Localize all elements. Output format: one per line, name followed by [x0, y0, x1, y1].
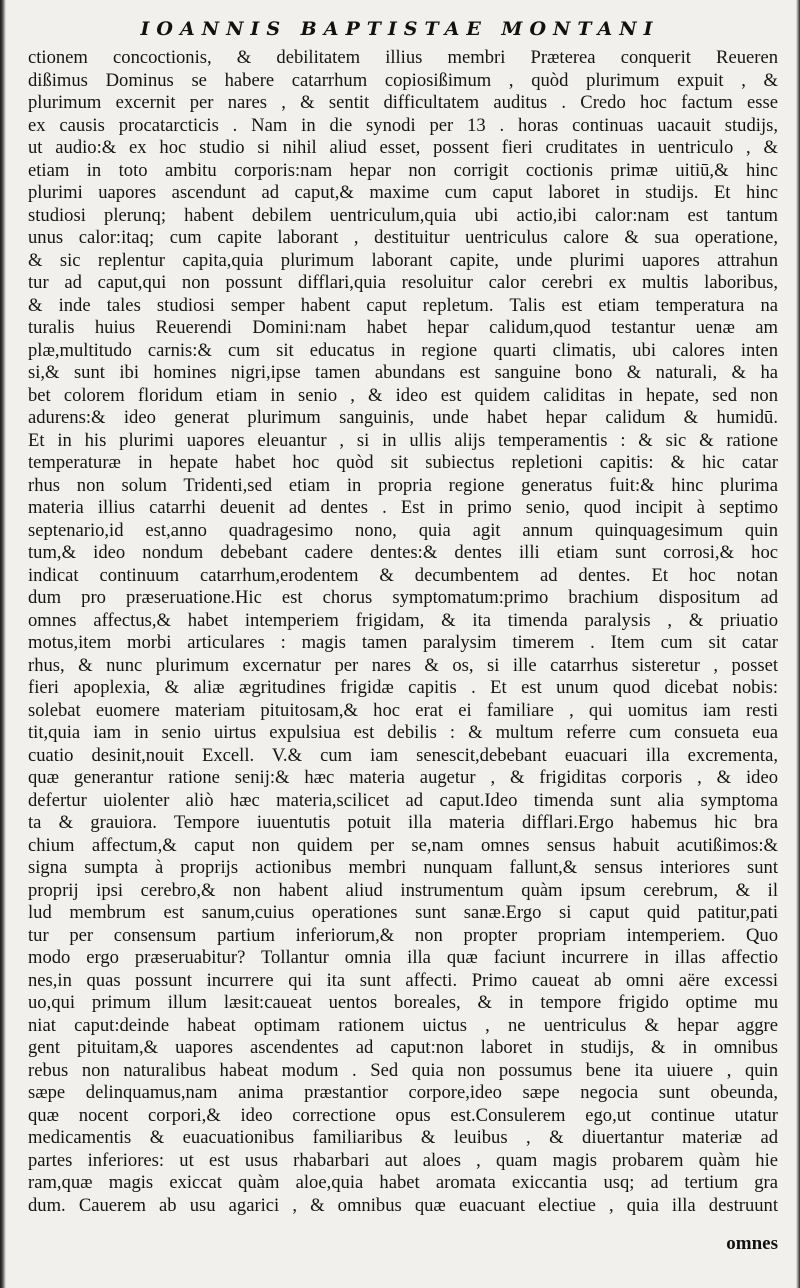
text-line: adurens:& ideo generat plurimum sanguinis, unde habet hepar calidum & humidū. — [28, 407, 778, 428]
text-line: temperaturæ in hepate habet hoc quòd sit subiectus repletioni capitis: & hic catar — [28, 452, 778, 473]
text-line: sæpe delinquamus,nam anima præstantior corpore,ideo sæpe negocia sunt obeunda, — [28, 1082, 778, 1103]
text-line: dum. Cauerem ab usu agarici , & omnibus quæ euacuant electiue , quia illa destruunt — [28, 1194, 778, 1216]
text-line: tur per consensum partium inferiorum,& non propter propriam intemperiem. Quo — [28, 924, 778, 946]
text-line: tur ad caput,qui non possunt difflari,quia resoluitur calor cerebri ex multis laboribus, — [28, 272, 778, 293]
running-head: IOANNIS BAPTISTAE MONTANI — [140, 18, 660, 40]
text-line: unus calor:itaq; cum capite laborant , destituitur uentriculus calore & sua operatione, — [28, 227, 778, 248]
text-line: indicat continuum catarrhum,erodentem & decumbentem ad dentes. Et hoc notan — [28, 564, 778, 586]
text-line: medicamentis & euacuationibus familiaribus & leuibus , & diuertantur materiæ ad — [28, 1127, 778, 1148]
text-line: modo ergo præseruabitur? Tollantur omnia illa quæ faciunt incurrere in illas affectio — [28, 947, 778, 968]
text-line: rhus non solum Tridenti,sed etiam in propria regione generatus fuit:& hinc plurima — [28, 474, 778, 496]
text-line: tum,& ideo nondum debebant cadere dentes:& dentes illi etiam sunt corrosi,& hoc — [28, 542, 778, 563]
text-line: solebat euomere materiam pituitosam,& hoc erat ei familiare , qui uomitus iam resti — [28, 699, 778, 721]
text-line: ctionem concoctionis, & debilitatem illius membri Præterea conquerit Reueren — [28, 47, 778, 68]
text-line: partes inferiores: ut est usus rhabarbari aut aloes , quam magis probarem quàm hie — [28, 1149, 778, 1171]
text-line: plurimum excernit per nares , & sentit difficultatem auditus . Credo hoc factum esse — [28, 92, 778, 113]
text-line: plurimi uapores ascendunt ad caput,& maxime cum caput laboret in studijs. Et hinc — [28, 182, 778, 203]
text-line: etiam in toto ambitu corporis:nam hepar non corrigit coctionis primæ uitiū,& hinc — [28, 159, 778, 181]
text-line: uo,qui primum illum læsit:caueat uentos boreales, & in tempore frigido optime mu — [28, 992, 778, 1013]
text-line: septenario,id est,anno quadragesimo nono, quia agit annum quinquagesimum quin — [28, 519, 778, 541]
text-line: Et in his plurimi uapores eleuantur , si in ullis alijs temperamentis : & sic & ratione — [28, 429, 778, 451]
text-line: gent pituitam,& uapores ascendentes ad caput:non laboret in studijs, & in omnibus — [28, 1037, 778, 1058]
text-line: chium affectum,& caput non quidem per se,nam omnes sensus habuit acutißimos:& — [28, 834, 778, 856]
text-line: & inde tales studiosi semper habent caput repletum. Talis est etiam temperatura na — [28, 294, 778, 316]
text-line: omnes affectus,& habet intemperiem frigidam, & ita timenda paralysis , & priuatio — [28, 609, 778, 631]
text-line: defertur uiolenter aliò hæc materia,scilicet ad caput.Ideo timenda sunt alia symptoma — [28, 789, 778, 811]
text-line: ex causis procatarcticis . Nam in die synodi per 13 . horas continuas uacauit studijs, — [28, 114, 778, 136]
text-line: rhus, & nunc plurimum excernatur per nares & os, si ille catarrhus sisteretur , posset — [28, 654, 778, 676]
text-line: fieri apoplexia, & aliæ ægritudines frigidæ capitis . Et est unum quod dicebat nobis: — [28, 677, 778, 698]
text-line: plæ,multitudo carnis:& cum sit educatus in regione quarti climatis, ubi calores inten — [28, 339, 778, 361]
text-line: quæ generantur ratione senij:& hæc materia augetur , & frigiditas corporis , & ideo — [28, 767, 778, 788]
catchword: omnes — [726, 1233, 778, 1254]
text-line: dißimus Dominus se habere catarrhum copiosißimum , quòd plurimum expuit , & — [28, 69, 778, 91]
text-line: si,& sunt ibi homines nigri,ipse tamen abundans est sanguine bono & naturali, & ha — [28, 362, 778, 383]
text-line: quæ nocent corpori,& ideo correctione opus est.Consulerem ego,ut continue utatur — [28, 1104, 778, 1126]
text-line: materia illius catarrhi deuenit ad dentes . Est in primo senio, quod incipit à septimo — [28, 497, 778, 518]
text-line: studiosi plerunq; habent debilem uentriculum,quia ubi actio,ibi calor:nam est tantum — [28, 204, 778, 226]
text-line: rebus non naturalibus habeat modum . Sed quia non possumus bene ita uiuere , quin — [28, 1059, 778, 1081]
text-line: tit,quia iam in senio uirtus expulsiua est debilis : & multum referre cum consueta eua — [28, 722, 778, 743]
text-line: bet colorem floridum etiam in senio , & ideo est quidem caliditas in hepate, sed non — [28, 384, 778, 406]
text-line: lud membrum est sanum,cuius operationes sunt sanæ.Ergo si caput quid patitur,pati — [28, 902, 778, 923]
text-line: signa sumpta à proprijs actionibus membri nunquam fallunt,& sensus interiores sunt — [28, 857, 778, 878]
text-line: dum pro præseruatione.Hic est chorus symptomatum:primo brachium dispositum ad — [28, 587, 778, 608]
text-line: niat caput:deinde habeat optimam rationem uictus , ne uentriculus & hepar aggre — [28, 1014, 778, 1036]
body-text — [28, 47, 778, 1217]
text-line: nes,in quas possunt incurrere qui ita sunt affecti. Primo caueat ab omni aëre excessi — [28, 969, 778, 991]
text-line: cuatio desinit,nouit Excell. V.& cum iam senescit,debebant euacuari illa excrementa, — [28, 744, 778, 766]
text-line: turalis huius Reuerendi Domini:nam habet hepar calidum,quod testantur uenæ am — [28, 317, 778, 338]
text-line: motus,item morbi articulares : magis tamen paralysim timerem . Item cum sit catar — [28, 632, 778, 653]
text-line: proprij ipsi cerebro,& non habent aliud instrumentum quàm ipsum cerebrum, & il — [28, 879, 778, 901]
text-line: ram,quæ magis exiccat quàm aloe,quia habet aromata exiccantia usq; ad tertium gra — [28, 1172, 778, 1193]
text-line: & sic replentur capita,quia plurimum laborant capite, unde plurimi uapores attrahun — [28, 249, 778, 271]
text-line: ut audio:& ex hoc studio si nihil aliud esset, possent fieri cruditates in uentriculo , & — [28, 137, 778, 158]
text-line: ta & grauiora. Tempore iuuentutis potuit illa materia difflari.Ergo habemus hic bra — [28, 812, 778, 833]
